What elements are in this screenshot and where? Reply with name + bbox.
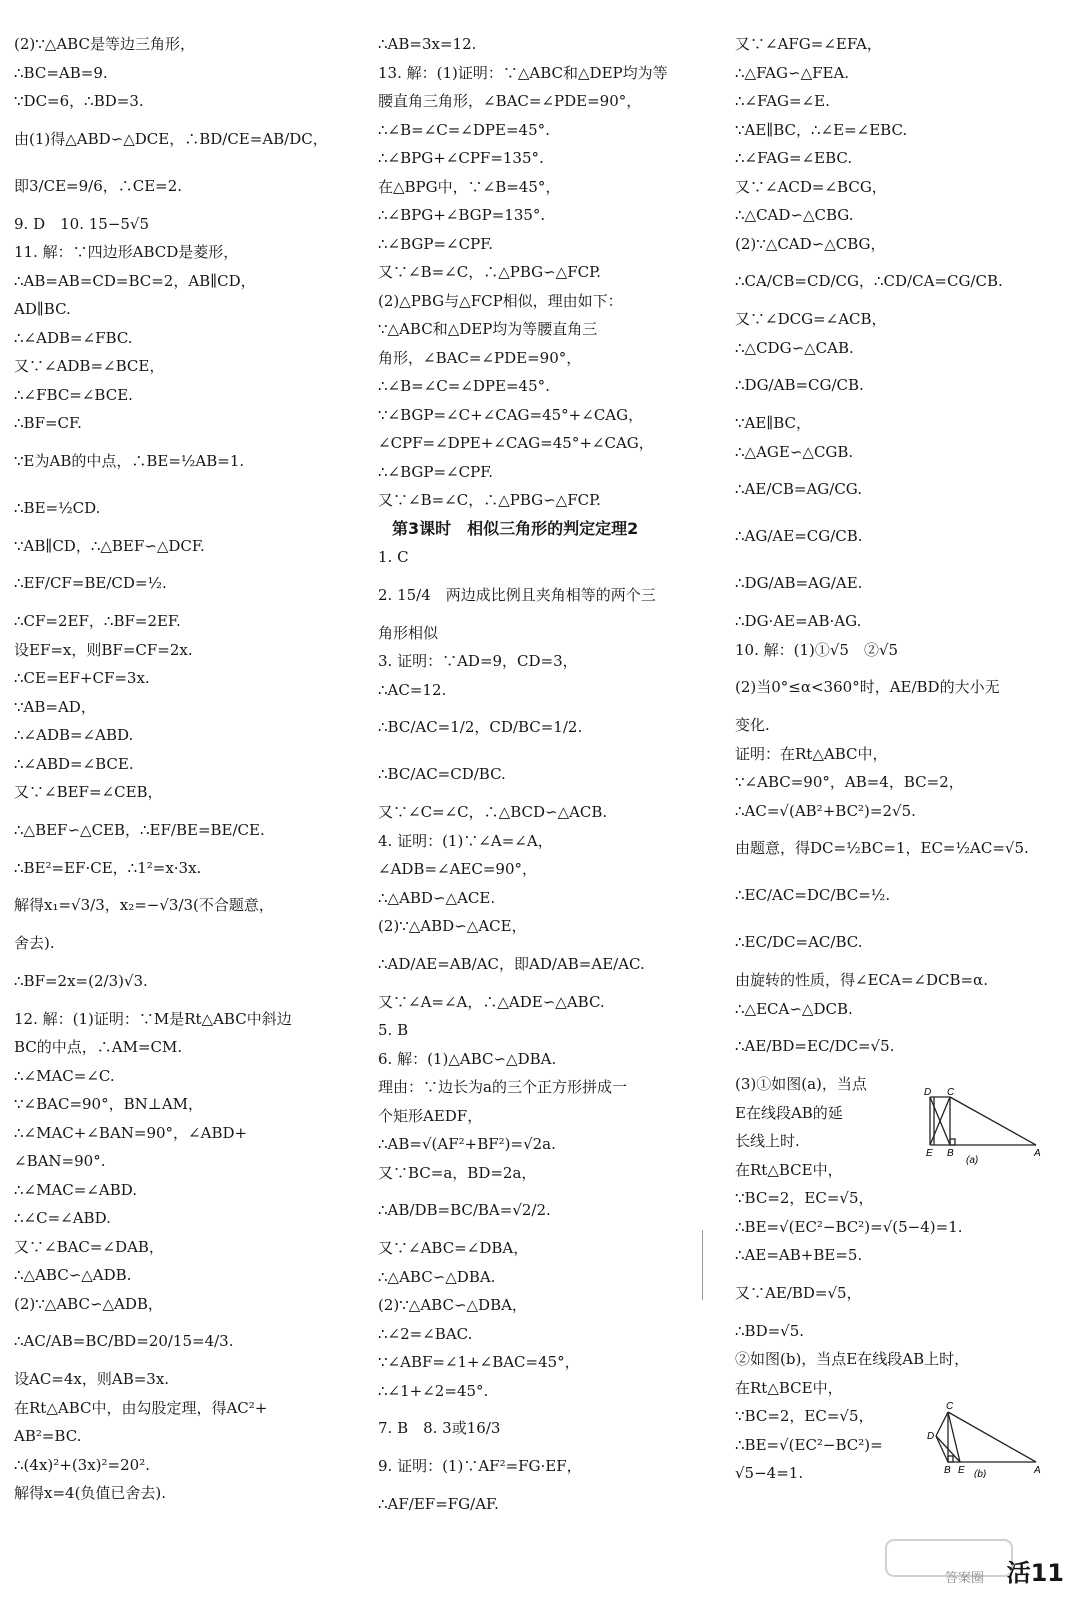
answer-line: ∵△ABC和△DEP均为等腰直角三: [378, 320, 598, 338]
answer-line: AD∥BC.: [14, 300, 71, 318]
answer-line: ∴DG/AB=AG/AE.: [735, 574, 863, 592]
answer-line: ∴∠ADB=∠ABD.: [14, 726, 134, 744]
answer-line: ∴∠B=∠C=∠DPE=45°.: [378, 120, 550, 139]
answer-line: ∴EC/DC=AC/BC.: [735, 933, 863, 951]
answer-line: ∴AB/DB=BC/BA=√2/2.: [378, 1201, 551, 1219]
answer-line: ∴∠BPG+∠CPF=135°.: [378, 149, 544, 167]
answer-line: ∵BC=2，EC=√5，: [735, 1407, 874, 1425]
column-divider: [702, 1230, 703, 1300]
fig-b-label-b: B: [944, 1465, 951, 1476]
answer-line: 1. C: [378, 548, 409, 566]
answer-line: 9. 证明：(1)∵AF²=FG·EF，: [378, 1457, 582, 1475]
answer-line: ∵∠ABF=∠1+∠BAC=45°，: [378, 1353, 580, 1371]
answer-line: 4. 证明：(1)∵∠A=∠A，: [378, 831, 553, 850]
answer-line: 舍去).: [14, 934, 55, 952]
answer-line: ∴∠ADB=∠FBC.: [14, 328, 133, 347]
answer-column-2: [378, 30, 718, 1528]
answer-line: ∵AB=AD，: [14, 697, 96, 716]
section-heading: 第3课时 相似三角形的判定定理2: [392, 518, 639, 538]
answer-line: ∴BE=√(EC²−BC²)=√(5−4)=1.: [735, 1217, 963, 1236]
answer-line: ∵AE∥BC，: [735, 414, 812, 432]
answer-line: ∴AB=3x=12.: [378, 35, 477, 53]
answer-line: ∴BD=√5.: [735, 1321, 805, 1340]
answer-line: 5. B: [378, 1021, 409, 1039]
answer-line: ∴△ECA∽△DCB.: [735, 999, 853, 1018]
answer-line: ∴△ABC∽△DBA.: [378, 1267, 496, 1286]
answer-line: ∴∠BGP=∠CPF.: [378, 462, 494, 481]
answer-line: ∴△CAD∽△CBG.: [735, 206, 854, 224]
fig-a-label-b: B: [947, 1148, 954, 1159]
answer-line: 个矩形AEDF，: [378, 1106, 483, 1125]
answer-line: ∴∠BGP=∠CPF.: [378, 234, 494, 253]
answer-line: ∠BAN=90°.: [14, 1152, 106, 1170]
answer-line: (2)△PBG与△FCP相似，理由如下：: [378, 291, 623, 310]
answer-line: ∴∠MAC=∠ABD.: [14, 1180, 138, 1199]
fig-b-label-d: D: [927, 1431, 935, 1442]
answer-line: ∴△CDG∽△CAB.: [735, 338, 854, 357]
answer-line: 10. 解：(1)①√5 ②√5: [735, 640, 899, 659]
answer-line: ∴BE²=EF·CE，∴1²=x·3x.: [14, 858, 202, 877]
answer-line: 由题意，得DC=½BC=1，EC=½AC=√5.: [735, 839, 1029, 857]
answer-line: ∴DG/AB=CG/CB.: [735, 376, 864, 394]
answer-line: (3)①如图(a)，当点: [735, 1075, 867, 1093]
answer-line: ∴AB=AB=CD=BC=2，AB∥CD，: [14, 271, 256, 290]
answer-line: ∴BC/AC=1/2，CD/BC=1/2.: [378, 718, 583, 736]
answer-line: 角形相似: [378, 623, 439, 642]
figure-a: [918, 1085, 1048, 1165]
answer-line: ∠CPF=∠DPE+∠CAG=45°+∠CAG，: [378, 434, 654, 452]
answer-line: (2)当0°≤α<360°时，AE/BD的大小无: [735, 678, 1000, 696]
answer-line: ∴BF=2x=(2/3)√3.: [14, 971, 148, 990]
answer-line: 又∵∠BAC=∠DAB，: [14, 1237, 164, 1256]
answer-line: ∵BC=2，EC=√5，: [735, 1189, 874, 1207]
answer-line: 12. 解：(1)证明：∵M是Rt△ABC中斜边: [14, 1009, 292, 1028]
answer-line: (2)∵△ABD∽△ACE，: [378, 917, 527, 935]
answer-line: 长线上时.: [735, 1132, 800, 1150]
answer-line: (2)∵△ABC∽△ADB，: [14, 1294, 163, 1313]
fig-b-label-c: C: [946, 1401, 954, 1412]
answer-line: ∴AC=√(AB²+BC²)=2√5.: [735, 801, 916, 820]
answer-line: ∴CA/CB=CD/CG，∴CD/CA=CG/CB.: [735, 272, 1003, 290]
answer-line: ∴BC=AB=9.: [14, 63, 108, 82]
answer-line: 即3/CE=9/6，∴CE=2.: [14, 176, 183, 195]
answer-line: (2)∵△ABC是等边三角形，: [14, 35, 195, 53]
answer-line: ∴∠1+∠2=45°.: [378, 1381, 489, 1400]
answer-line: ∴∠2=∠BAC.: [378, 1324, 473, 1343]
answer-line: ∴(4x)²+(3x)²=20².: [14, 1455, 150, 1474]
answer-line: 又∵∠AFG=∠EFA，: [735, 35, 882, 53]
footer-watermark: 答案圈: [944, 1571, 984, 1586]
answer-line: ∴△ABD∽△ACE.: [378, 888, 496, 907]
answer-line: AB²=BC.: [14, 1427, 82, 1445]
answer-line: ∵∠ABC=90°，AB=4，BC=2，: [735, 773, 964, 791]
answer-line: ∴∠FAG=∠EBC.: [735, 149, 853, 167]
answer-line: 又∵∠B=∠C，∴△PBG∽△FCP.: [378, 263, 601, 281]
answer-line: 2. 15/4 两边成比例且夹角相等的两个三: [378, 585, 656, 604]
fig-b-caption: (b): [974, 1469, 987, 1478]
answer-line: ∴△FAG∽△FEA.: [735, 63, 850, 82]
answer-line: ∵DC=6，∴BD=3.: [14, 92, 144, 110]
answer-line: 6. 解：(1)△ABC∽△DBA.: [378, 1049, 557, 1068]
answer-column-1: [14, 30, 359, 1508]
answer-line: 证明：在Rt△ABC中，: [735, 744, 888, 763]
fig-a-label-d: D: [924, 1087, 932, 1098]
answer-line: 又∵∠B=∠C，∴△PBG∽△FCP.: [378, 491, 601, 509]
answer-line: ∠ADB=∠AEC=90°，: [378, 860, 538, 878]
answer-line: 在Rt△BCE中，: [735, 1378, 843, 1397]
answer-line: ∴AB=√(AF²+BF²)=√2a.: [378, 1135, 556, 1153]
answer-line: ∵∠BGP=∠C+∠CAG=45°+∠CAG，: [378, 405, 644, 424]
answer-line: (2)∵△ABC∽△DBA，: [378, 1296, 527, 1314]
answer-line: ∴∠BPG+∠BGP=135°.: [378, 206, 546, 224]
fig-a-caption: (a): [966, 1155, 979, 1165]
answer-line: ∴AC/AB=BC/BD=20/15=4/3.: [14, 1332, 234, 1350]
answer-line: 11. 解：∵四边形ABCD是菱形，: [14, 243, 239, 261]
answer-column-3: [735, 30, 1065, 1488]
answer-line: ∵E为AB的中点，∴BE=½AB=1.: [14, 451, 245, 470]
answer-line: ∴AE=AB+BE=5.: [735, 1246, 863, 1264]
answer-line: BC的中点，∴AM=CM.: [14, 1038, 183, 1056]
answer-line: 解得x=4(负值已舍去).: [14, 1484, 167, 1502]
answer-line: ∴∠C=∠ABD.: [14, 1209, 111, 1227]
answer-line: ∴AE/CB=AG/CG.: [735, 480, 863, 498]
fig-a-label-a: A: [1034, 1148, 1041, 1159]
answer-line: ∴AE/BD=EC/DC=√5.: [735, 1037, 895, 1055]
answer-line: ∴AC=12.: [378, 680, 447, 699]
page-brand: 活11: [1006, 1559, 1064, 1587]
answer-line: 又∵∠DCG=∠ACB，: [735, 310, 887, 328]
answer-line: 9. D 10. 15−5√5: [14, 214, 150, 233]
answer-line: 又∵∠ADB=∠BCE，: [14, 357, 165, 375]
answer-line: 在△BPG中，∵∠B=45°，: [378, 177, 561, 196]
answer-line: ∴∠ABD=∠BCE.: [14, 754, 134, 773]
answer-line: 13. 解：(1)证明：∵△ABC和△DEP均为等: [378, 63, 668, 82]
answer-line: ∴△ABC∽△ADB.: [14, 1266, 132, 1284]
answer-line: 设EF=x，则BF=CF=2x.: [14, 640, 193, 659]
answer-line: ∴CF=2EF，∴BF=2EF.: [14, 612, 181, 630]
answer-line: E在线段AB的延: [735, 1103, 843, 1122]
fig-a-label-e: E: [926, 1148, 933, 1159]
answer-line: ∴AG/AE=CG/CB.: [735, 527, 863, 545]
answer-line: 理由：∵边长为a的三个正方形拼成一: [378, 1078, 627, 1096]
answer-line: ∴∠MAC=∠C.: [14, 1066, 115, 1085]
fig-b-label-a: A: [1034, 1465, 1041, 1476]
answer-line: ∵∠BAC=90°，BN⊥AM，: [14, 1095, 204, 1113]
answer-line: ∴∠MAC+∠BAN=90°，∠ABD+: [14, 1123, 248, 1142]
answer-line: (2)∵△CAD∽△CBG，: [735, 234, 886, 253]
answer-line: ∴CE=EF+CF=3x.: [14, 669, 150, 687]
answer-line: 解得x₁=√3/3，x₂=−√3/3(不合题意，: [14, 896, 274, 914]
fig-a-label-c: C: [947, 1087, 955, 1098]
answer-line: ∴∠FBC=∠BCE.: [14, 385, 133, 404]
answer-line: ∴DG·AE=AB·AG.: [735, 612, 862, 630]
answer-line: 由(1)得△ABD∽△DCE，∴BD/CE=AB/DC，: [14, 129, 328, 148]
answer-line: ②如图(b)，当点E在线段AB上时，: [735, 1350, 970, 1368]
answer-line: 又∵∠C=∠C，∴△BCD∽△ACB.: [378, 803, 608, 821]
answer-line: ∴△BEF∽△CEB，∴EF/BE=BE/CE.: [14, 820, 265, 839]
answer-line: ∴BC/AC=CD/BC.: [378, 765, 506, 783]
answer-line: √5−4=1.: [735, 1464, 804, 1482]
figure-b: [918, 1398, 1048, 1478]
answer-line: ∵AB∥CD，∴△BEF∽△DCF.: [14, 536, 205, 555]
answer-line: 7. B 8. 3或16/3: [378, 1419, 501, 1437]
answer-line: ∴△AGE∽△CGB.: [735, 442, 854, 461]
answer-line: 又∵∠ABC=∠DBA，: [378, 1239, 529, 1257]
answer-line: 在Rt△BCE中，: [735, 1160, 843, 1179]
answer-line: 又∵AE/BD=√5，: [735, 1283, 862, 1302]
answer-line: ∴EC/AC=DC/BC=½.: [735, 886, 891, 904]
answer-line: 又∵BC=a，BD=2a，: [378, 1163, 537, 1182]
answer-line: 腰直角三角形，∠BAC=∠PDE=90°，: [378, 92, 642, 110]
answer-line: ∴∠FAG=∠E.: [735, 92, 830, 110]
answer-line: 3. 证明：∵AD=9，CD=3，: [378, 652, 578, 670]
answer-line: 又∵∠ACD=∠BCG，: [735, 177, 887, 196]
answer-line: 设AC=4x，则AB=3x.: [14, 1370, 170, 1388]
answer-line: ∴AD/AE=AB/AC，即AD/AB=AE/AC.: [378, 954, 645, 973]
answer-line: ∴BF=CF.: [14, 414, 82, 432]
answer-line: 角形，∠BAC=∠PDE=90°，: [378, 348, 582, 367]
answer-line: 在Rt△ABC中，由勾股定理，得AC²+: [14, 1398, 268, 1417]
answer-line: ∵AE∥BC，∴∠E=∠EBC.: [735, 120, 908, 139]
answer-line: ∴EF/CF=BE/CD=½.: [14, 574, 167, 592]
answer-line: ∴BE=½CD.: [14, 498, 101, 517]
answer-line: 变化.: [735, 716, 770, 734]
answer-line: 又∵∠A=∠A，∴△ADE∽△ABC.: [378, 992, 605, 1011]
fig-b-label-e: E: [958, 1465, 965, 1476]
answer-line: 由旋转的性质，得∠ECA=∠DCB=α.: [735, 971, 988, 989]
answer-line: ∴BE=√(EC²−BC²)=: [735, 1435, 883, 1454]
answer-line: ∴AF/EF=FG/AF.: [378, 1494, 499, 1513]
answer-line: ∴∠B=∠C=∠DPE=45°.: [378, 377, 550, 395]
answer-line: 又∵∠BEF=∠CEB，: [14, 783, 163, 801]
